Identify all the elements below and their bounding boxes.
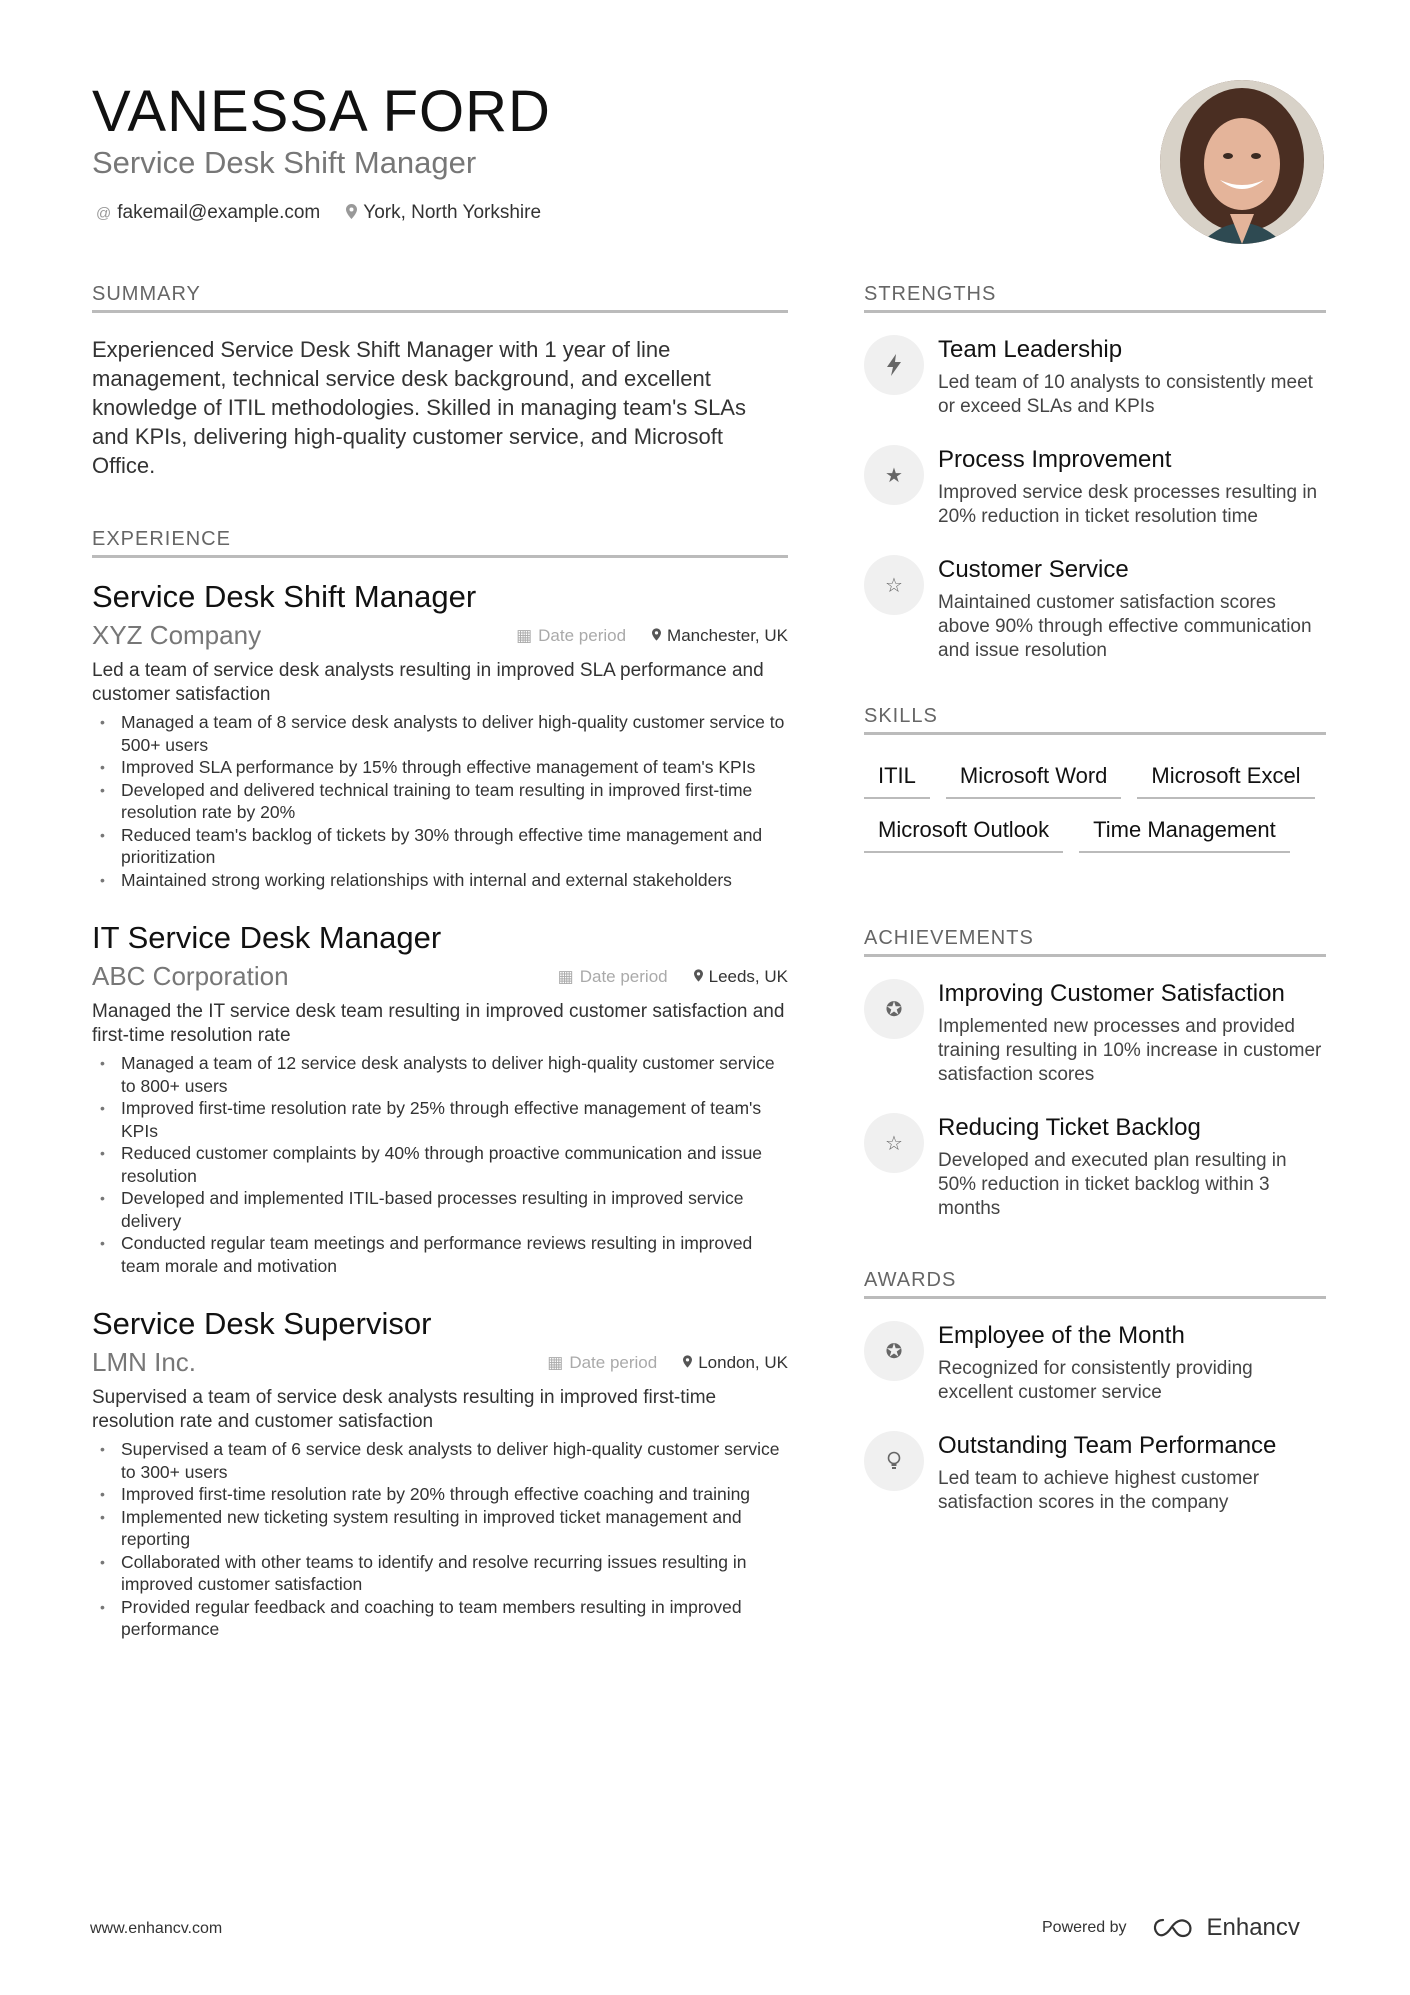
powered-by-text: Powered by — [1042, 1919, 1127, 1936]
award-title: Employee of the Month — [938, 1322, 1185, 1349]
skill-tag: ITIL — [864, 757, 930, 799]
bolt-icon — [864, 335, 924, 395]
job-title: Service Desk Supervisor — [92, 1306, 432, 1341]
job-entry — [92, 1305, 788, 1641]
job-bullet: • Managed a team of 8 service desk analysts to deliver high-quality customer service to 500+ users — [92, 711, 788, 756]
job-description: Led a team of service desk analysts resulting in improved SLA performance and customer satisfaction — [92, 660, 764, 705]
skill-tag: Microsoft Outlook — [864, 811, 1063, 853]
job-date-text: Date period — [579, 966, 668, 986]
strength-item — [864, 445, 1326, 529]
award-item — [864, 1321, 1326, 1405]
star-icon: ★ — [864, 445, 924, 505]
job-bullets — [92, 1052, 788, 1277]
strength-item — [864, 335, 1326, 419]
footer-branding — [1042, 1914, 1300, 1942]
at-icon: @ — [96, 204, 112, 222]
achievement-title: Improving Customer Satisfaction — [938, 980, 1285, 1007]
strength-title: Process Improvement — [938, 446, 1172, 473]
location-pin-icon — [694, 967, 703, 987]
job-date — [558, 967, 668, 987]
job-title: IT Service Desk Manager — [92, 920, 442, 955]
job-date-text: Date period — [569, 1352, 658, 1372]
strength-title: Team Leadership — [938, 336, 1123, 363]
achievement-item — [864, 1113, 1326, 1221]
location-pin-icon — [683, 1353, 692, 1373]
job-date — [547, 1353, 657, 1373]
job-bullet: • Conducted regular team meetings and performance reviews resulting in improved team morale and motivation — [92, 1232, 788, 1277]
job-location-text: Leeds, UK — [708, 966, 788, 986]
experience-heading: EXPERIENCE — [92, 528, 788, 558]
job-location-text: Manchester, UK — [667, 625, 788, 645]
job-bullets — [92, 711, 788, 891]
job-bullet: • Reduced team's backlog of tickets by 30% through effective time management and prioritization — [92, 824, 788, 869]
job-entry — [92, 578, 788, 891]
strength-item — [864, 555, 1326, 663]
job-bullet: • Provided regular feedback and coaching to team members resulting in improved performance — [92, 1596, 788, 1641]
award-desc: Led team to achieve highest customer satisfaction scores in the company — [938, 1468, 1260, 1513]
job-bullet: • Developed and implemented ITIL-based processes resulting in improved service delivery — [92, 1187, 788, 1232]
award-icon: ✪ — [864, 979, 924, 1039]
strength-desc: Maintained customer satisfaction scores above 90% through effective communication and issue resolution — [938, 592, 1312, 661]
company-name: XYZ Company — [92, 620, 262, 650]
job-entry — [92, 919, 788, 1277]
candidate-name: VANESSA FORD — [92, 79, 551, 144]
job-bullet: • Reduced customer complaints by 40% through proactive communication and issue resolution — [92, 1142, 788, 1187]
job-bullet: • Improved SLA performance by 15% through effective management of team's KPIs — [92, 756, 788, 779]
job-bullets — [92, 1438, 788, 1641]
strength-desc: Led team of 10 analysts to consistently meet or exceed SLAs and KPIs — [938, 372, 1313, 417]
job-bullet: • Improved first-time resolution rate by 25% through effective management of team's KPIs — [92, 1097, 788, 1142]
right-column — [864, 283, 1326, 1515]
strength-title: Customer Service — [938, 556, 1129, 583]
candidate-role: Service Desk Shift Manager — [92, 145, 477, 180]
contact-location — [346, 202, 541, 224]
skill-tag: Microsoft Excel — [1137, 757, 1314, 799]
job-bullet: • Maintained strong working relationships with internal and external stakeholders — [92, 869, 788, 892]
job-bullet: • Collaborated with other teams to identify and resolve recurring issues resulting in improved customer satisfaction — [92, 1551, 788, 1596]
job-title: Service Desk Shift Manager — [92, 579, 477, 614]
contact-email[interactable] — [96, 202, 320, 224]
company-name: ABC Corporation — [92, 961, 289, 991]
job-location-text: London, UK — [698, 1352, 788, 1372]
job-bullet: • Improved first-time resolution rate by 20% through effective coaching and training — [92, 1483, 788, 1506]
award-icon: ✪ — [864, 1321, 924, 1381]
summary-heading: SUMMARY — [92, 283, 788, 313]
skill-tag: Time Management — [1079, 811, 1290, 853]
job-description: Supervised a team of service desk analysts resulting in improved first-time resolution rate and customer satisfaction — [92, 1387, 717, 1432]
job-bullet: • Supervised a team of 6 service desk analysts to deliver high-quality customer service to 300+ users — [92, 1438, 788, 1483]
skills-heading: SKILLS — [864, 705, 1326, 735]
calendar-icon: ▦ — [557, 966, 574, 986]
achievement-desc: Developed and executed plan resulting in 50% reduction in ticket backlog within 3 months — [938, 1150, 1287, 1219]
job-location — [652, 626, 788, 646]
job-bullet: • Managed a team of 12 service desk analysts to deliver high-quality customer service to 800+ users — [92, 1052, 788, 1097]
strength-desc: Improved service desk processes resulting in 20% reduction in ticket resolution time — [938, 482, 1318, 527]
skill-tag: Microsoft Word — [946, 757, 1122, 799]
location-text: York, North Yorkshire — [363, 202, 542, 223]
enhancv-logo-icon — [1151, 1916, 1197, 1940]
strengths-heading: STRENGTHS — [864, 283, 1326, 313]
summary-text: Experienced Service Desk Shift Manager with 1 year of line management, technical service desk background, and excellent knowledge of ITIL methodologies. Skilled in managing team's SLAs and KPIs, delivering high-quality customer service, and Microsoft Office. — [92, 337, 746, 478]
calendar-icon: ▦ — [516, 625, 533, 645]
lightbulb-icon — [864, 1431, 924, 1491]
job-location — [683, 1353, 788, 1373]
award-desc: Recognized for consistently providing excellent customer service — [938, 1358, 1253, 1403]
avatar — [1160, 80, 1324, 244]
job-date — [516, 626, 626, 646]
company-name: LMN Inc. — [92, 1347, 197, 1377]
job-description: Managed the IT service desk team resulting in improved customer satisfaction and first-time resolution rate — [92, 1001, 785, 1046]
achievement-item — [864, 979, 1326, 1087]
location-pin-icon — [652, 626, 661, 646]
brand-logo[interactable] — [1151, 1914, 1300, 1942]
calendar-icon: ▦ — [547, 1352, 564, 1372]
left-column — [92, 283, 788, 1641]
contact-info — [96, 202, 541, 224]
job-bullet: • Developed and delivered technical training to team resulting in improved first-time resolution rate by 20% — [92, 779, 788, 824]
email-text: fakemail@example.com — [117, 202, 321, 223]
brand-name: Enhancv — [1206, 1914, 1300, 1941]
job-location — [694, 967, 788, 987]
star-outline-icon: ☆ — [864, 1113, 924, 1173]
achievements-heading: ACHIEVEMENTS — [864, 927, 1326, 957]
award-item — [864, 1431, 1326, 1515]
achievement-desc: Implemented new processes and provided training resulting in 10% increase in customer satisfaction scores — [938, 1016, 1322, 1085]
job-date-text: Date period — [538, 625, 627, 645]
award-title: Outstanding Team Performance — [938, 1432, 1277, 1459]
job-bullet: • Implemented new ticketing system resulting in improved ticket management and reporting — [92, 1506, 788, 1551]
footer-website[interactable]: www.enhancv.com — [90, 1920, 223, 1937]
skills-list — [864, 757, 1326, 853]
location-pin-icon — [346, 204, 357, 223]
achievement-title: Reducing Ticket Backlog — [938, 1114, 1201, 1141]
star-outline-icon: ☆ — [864, 555, 924, 615]
awards-heading: AWARDS — [864, 1269, 1326, 1299]
